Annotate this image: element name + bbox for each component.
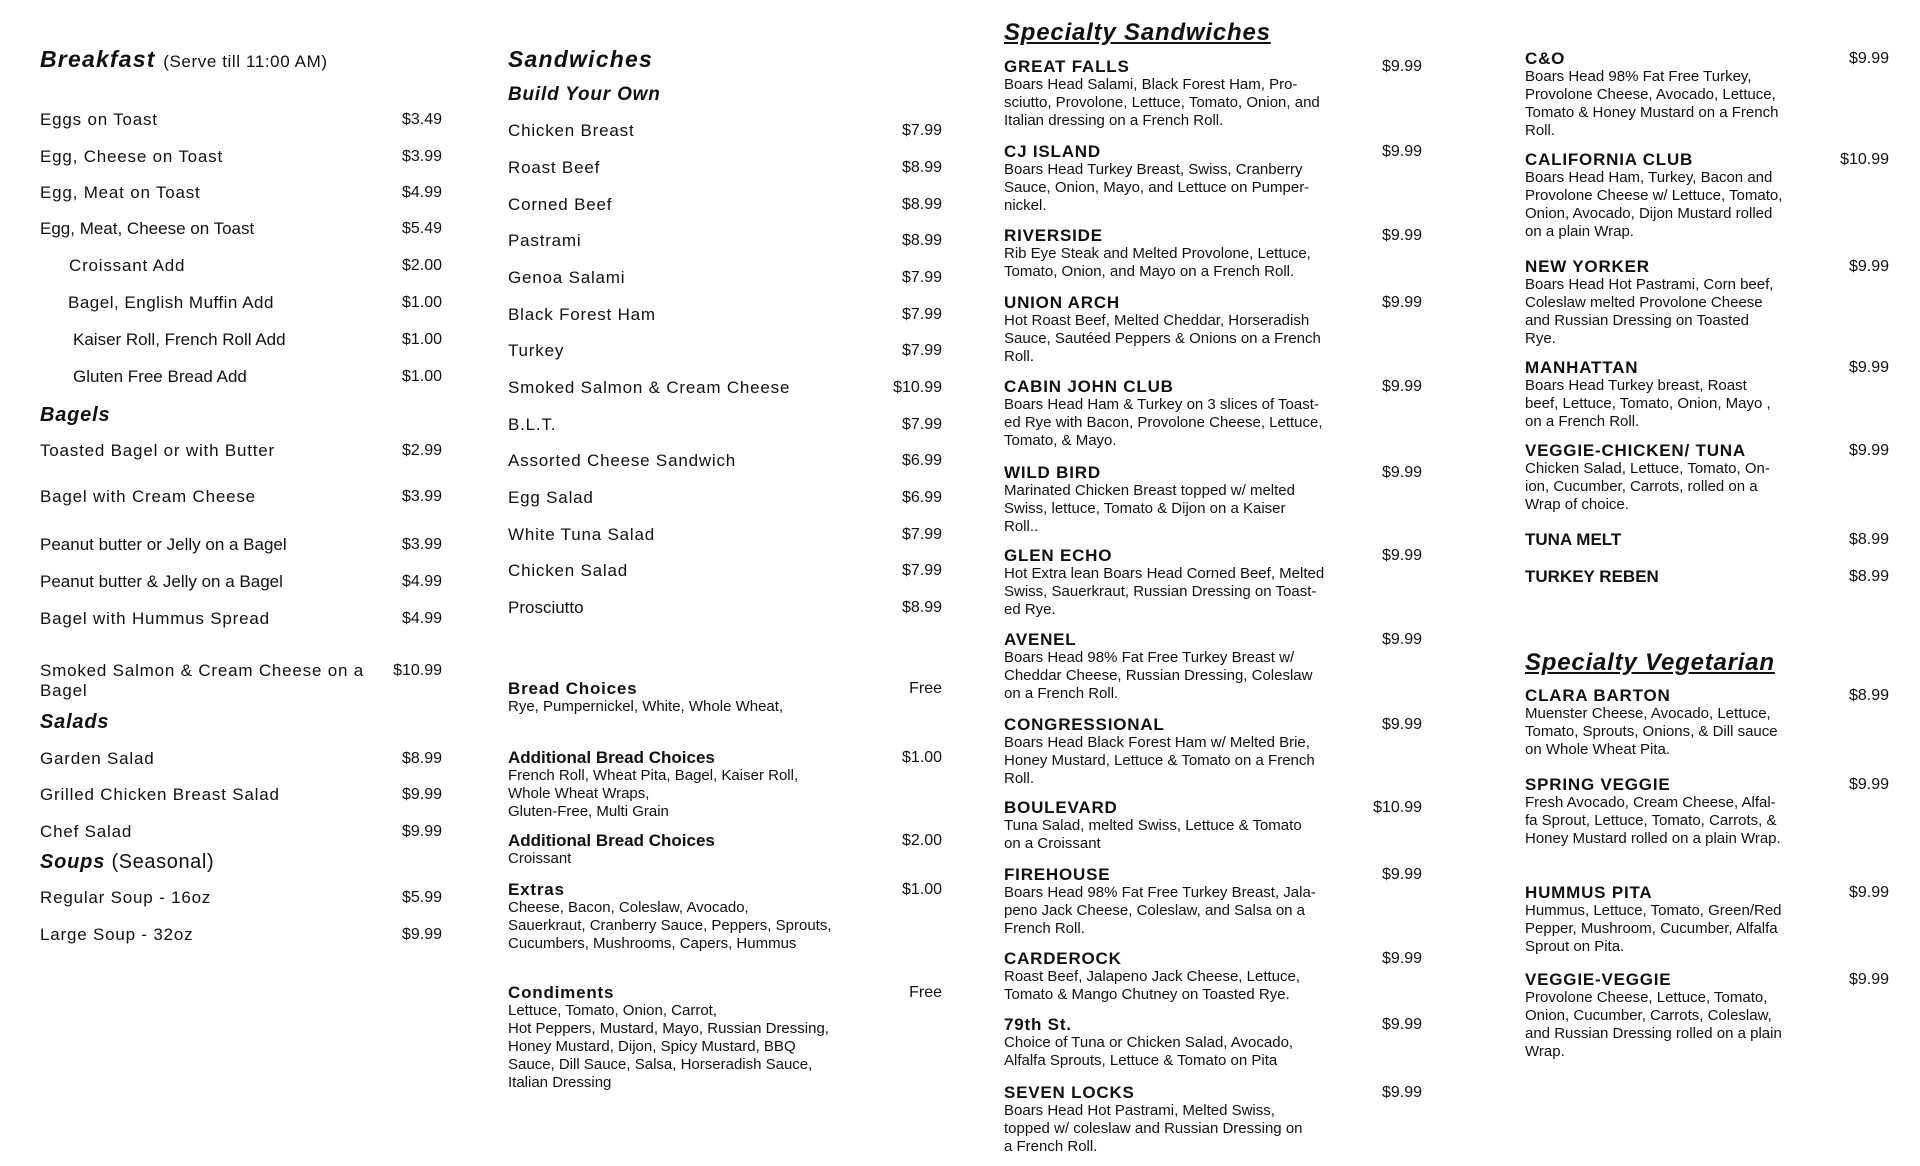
item-price: $8.99 bbox=[901, 232, 942, 249]
option-title: Additional Bread Choices bbox=[508, 748, 715, 767]
menu-item: Gluten Free Bread Add $1.00 bbox=[73, 367, 442, 386]
item-title: VEGGIE-VEGGIE bbox=[1525, 970, 1672, 989]
item-title: CALIFORNIA CLUB bbox=[1525, 150, 1694, 169]
specialty-item bbox=[1004, 865, 1422, 938]
item-description: Roast Beef, Jalapeno Jack Cheese, Lettuce, Tomato & Mango Chutney on Toasted Rye. bbox=[1004, 968, 1301, 1003]
item-title: MANHATTAN bbox=[1525, 358, 1639, 377]
item-description: Boars Head Hot Pastrami, Corn beef, Coleslaw melted Provolone Cheese and Russian Dressing on Toasted Rye. bbox=[1525, 276, 1774, 347]
item-price: $6.99 bbox=[901, 452, 942, 469]
item-description: Muenster Cheese, Avocado, Lettuce, Tomato, Sprouts, Onions, & Dill sauce on Whole Wheat Pita. bbox=[1525, 705, 1778, 758]
option-description: Cheese, Bacon, Coleslaw, Avocado, Sauerkraut, Cranberry Sauce, Peppers, Sprouts, Cucumbers, Mushrooms, Capers, Hummus bbox=[508, 899, 832, 952]
item-title: UNION ARCH bbox=[1004, 293, 1120, 312]
item-price: $9.99 bbox=[1381, 464, 1422, 481]
item-price: $8.99 bbox=[1848, 687, 1889, 704]
item-price: $7.99 bbox=[901, 306, 942, 323]
menu-item: Croissant Add $2.00 bbox=[69, 256, 442, 275]
item-price: $9.99 bbox=[1848, 884, 1889, 901]
menu-item: Black Forest Ham $7.99 bbox=[508, 305, 942, 324]
item-price: $9.99 bbox=[1381, 378, 1422, 395]
menu-item: Chicken Breast $7.99 bbox=[508, 121, 942, 140]
item-title: RIVERSIDE bbox=[1004, 226, 1103, 245]
item-price: $9.99 bbox=[1848, 971, 1889, 988]
menu-item: Chef Salad $9.99 bbox=[40, 822, 442, 841]
item-description: Tuna Salad, melted Swiss, Lettuce & Tomato on a Croissant bbox=[1004, 817, 1302, 852]
item-price: $10.99 bbox=[893, 379, 942, 396]
item-price: $6.99 bbox=[901, 489, 942, 506]
item-price: $8.99 bbox=[901, 159, 942, 176]
item-title: BOULEVARD bbox=[1004, 798, 1118, 817]
item-price: $9.99 bbox=[1381, 631, 1422, 648]
bread-choices-block bbox=[508, 679, 942, 716]
item-price: $9.99 bbox=[1848, 442, 1889, 459]
item-price: $1.00 bbox=[401, 331, 442, 348]
item-price: $9.99 bbox=[401, 786, 442, 803]
item-price: $9.99 bbox=[401, 926, 442, 943]
soups-title: Soups bbox=[40, 851, 106, 873]
item-title: C&O bbox=[1525, 49, 1566, 68]
menu-item: Peanut butter or Jelly on a Bagel $3.99 bbox=[40, 535, 442, 554]
option-price: $2.00 bbox=[901, 832, 942, 849]
item-title: TUNA MELT bbox=[1525, 530, 1622, 549]
specialty-item bbox=[1525, 530, 1889, 549]
breakfast-note: (Serve till 11:00 AM) bbox=[163, 52, 328, 71]
item-description: Choice of Tuna or Chicken Salad, Avocado, Alfalfa Sprouts, Lettuce & Tomato on Pita bbox=[1004, 1034, 1294, 1069]
item-price: $10.99 bbox=[1373, 799, 1422, 816]
specialty-item bbox=[1004, 798, 1422, 853]
menu-item: Regular Soup - 16oz $5.99 bbox=[40, 888, 442, 907]
option-description: Croissant bbox=[508, 850, 572, 867]
option-description: Rye, Pumpernickel, White, Whole Wheat, bbox=[508, 698, 784, 715]
menu-item: Genoa Salami $7.99 bbox=[508, 268, 942, 287]
option-title: Extras bbox=[508, 880, 565, 899]
specialty-item bbox=[1525, 150, 1889, 241]
item-title: NEW YORKER bbox=[1525, 257, 1650, 276]
item-price: $8.99 bbox=[1848, 568, 1889, 585]
item-description: Boars Head Turkey breast, Roast beef, Lettuce, Tomato, Onion, Mayo , on a French Roll. bbox=[1525, 377, 1771, 430]
salads-heading: Salads bbox=[40, 711, 110, 733]
menu-item: Smoked Salmon & Cream Cheese on a Bagel $10.99 bbox=[40, 661, 442, 700]
item-price: $9.99 bbox=[1381, 58, 1422, 75]
menu-item: Egg Salad $6.99 bbox=[508, 488, 942, 507]
item-description: Hummus, Lettuce, Tomato, Green/Red Pepper, Mushroom, Cucumber, Alfalfa Sprout on Pita. bbox=[1525, 902, 1782, 955]
item-price: $8.99 bbox=[901, 599, 942, 616]
item-description: Hot Extra lean Boars Head Corned Beef, Melted Swiss, Sauerkraut, Russian Dressing on Toast- ed Rye. bbox=[1004, 565, 1325, 618]
item-price: $9.99 bbox=[1381, 294, 1422, 311]
item-price: $9.99 bbox=[1381, 227, 1422, 244]
menu-item: Egg, Meat on Toast $4.99 bbox=[40, 183, 442, 202]
specialty-item bbox=[1004, 463, 1422, 536]
item-price: $9.99 bbox=[1848, 50, 1889, 67]
extras-block bbox=[508, 880, 942, 953]
menu-item: Turkey $7.99 bbox=[508, 341, 942, 360]
item-price: $1.00 bbox=[401, 294, 442, 311]
item-description: Boars Head 98% Fat Free Turkey, Provolone Cheese, Avocado, Lettuce, Tomato & Honey Mustard on a French Roll. bbox=[1525, 68, 1779, 139]
item-price: $10.99 bbox=[1840, 151, 1889, 168]
vegetarian-item bbox=[1525, 775, 1889, 848]
menu-item: Large Soup - 32oz $9.99 bbox=[40, 925, 442, 944]
item-title: CARDEROCK bbox=[1004, 949, 1122, 968]
sandwiches-heading: Sandwiches bbox=[508, 46, 653, 72]
item-price: $2.00 bbox=[401, 257, 442, 274]
item-description: Hot Roast Beef, Melted Cheddar, Horseradish Sauce, Sautéed Peppers & Onions on a French Roll. bbox=[1004, 312, 1321, 365]
item-description: Boars Head Ham, Turkey, Bacon and Provolone Cheese w/ Lettuce, Tomato, Onion, Avocado, Dijon Mustard rolled on a plain Wrap. bbox=[1525, 169, 1783, 240]
menu-item: Peanut butter & Jelly on a Bagel $4.99 bbox=[40, 572, 442, 591]
menu-item: Bagel with Hummus Spread $4.99 bbox=[40, 609, 442, 628]
menu-item: Garden Salad $8.99 bbox=[40, 749, 442, 768]
specialty-item bbox=[1004, 142, 1422, 215]
item-title: CONGRESSIONAL bbox=[1004, 715, 1165, 734]
menu-item: Prosciutto $8.99 bbox=[508, 598, 942, 617]
item-price: $5.99 bbox=[401, 889, 442, 906]
column-more-sandwiches-vegetarian bbox=[1525, 0, 1889, 1166]
soups-note: (Seasonal) bbox=[111, 851, 215, 873]
breakfast-title: Breakfast bbox=[40, 46, 156, 72]
item-price: $9.99 bbox=[1848, 258, 1889, 275]
specialty-item bbox=[1004, 1015, 1422, 1070]
specialty-item bbox=[1004, 293, 1422, 366]
item-description: Boars Head Black Forest Ham w/ Melted Brie, Honey Mustard, Lettuce & Tomato on a French Roll. bbox=[1004, 734, 1315, 787]
vegetarian-item bbox=[1525, 883, 1889, 956]
option-price: $1.00 bbox=[901, 881, 942, 898]
item-description: Rib Eye Steak and Melted Provolone, Lettuce, Tomato, Onion, and Mayo on a French Roll. bbox=[1004, 245, 1311, 280]
item-title: CJ ISLAND bbox=[1004, 142, 1101, 161]
additional-bread-block bbox=[508, 748, 942, 821]
option-title: Additional Bread Choices bbox=[508, 831, 715, 850]
column-breakfast-bagels-salads-soups bbox=[40, 0, 442, 1166]
menu-item: Pastrami $8.99 bbox=[508, 231, 942, 250]
menu-item: Assorted Cheese Sandwich $6.99 bbox=[508, 451, 942, 470]
item-price: $5.49 bbox=[401, 220, 442, 237]
column-sandwiches bbox=[508, 0, 942, 1166]
breakfast-heading bbox=[40, 46, 442, 73]
menu-item: Egg, Meat, Cheese on Toast $5.49 bbox=[40, 219, 442, 238]
specialty-item bbox=[1004, 226, 1422, 281]
menu-item: Kaiser Roll, French Roll Add $1.00 bbox=[73, 330, 442, 349]
option-title: Condiments bbox=[508, 983, 615, 1002]
item-price: $7.99 bbox=[901, 342, 942, 359]
option-title: Bread Choices bbox=[508, 679, 638, 698]
item-price: $9.99 bbox=[1381, 950, 1422, 967]
specialty-sandwiches-heading: Specialty Sandwiches bbox=[1004, 19, 1271, 46]
option-description: French Roll, Wheat Pita, Bagel, Kaiser Roll, Whole Wheat Wraps, Gluten-Free, Multi Grain bbox=[508, 767, 799, 820]
item-price: $9.99 bbox=[1381, 1016, 1422, 1033]
specialty-item bbox=[1004, 1083, 1422, 1156]
specialty-item bbox=[1004, 546, 1422, 619]
build-your-own-heading: Build Your Own bbox=[508, 84, 661, 105]
item-price: $9.99 bbox=[1381, 547, 1422, 564]
item-title: GLEN ECHO bbox=[1004, 546, 1113, 565]
soups-heading bbox=[40, 851, 442, 874]
item-price: $7.99 bbox=[901, 562, 942, 579]
menu-item: Eggs on Toast $3.49 bbox=[40, 110, 442, 129]
item-price: $7.99 bbox=[901, 416, 942, 433]
specialty-item bbox=[1004, 715, 1422, 788]
specialty-item bbox=[1004, 57, 1422, 130]
option-price: Free bbox=[909, 984, 942, 1001]
item-price: $1.00 bbox=[401, 368, 442, 385]
item-title: HUMMUS PITA bbox=[1525, 883, 1653, 902]
menu-item: Toasted Bagel or with Butter $2.99 bbox=[40, 441, 442, 460]
item-price: $3.99 bbox=[401, 488, 442, 505]
item-description: Boars Head 98% Fat Free Turkey Breast w/ Cheddar Cheese, Russian Dressing, Coleslaw on a French Roll. bbox=[1004, 649, 1313, 702]
menu-item: B.L.T. $7.99 bbox=[508, 415, 942, 434]
additional-bread-croissant-block bbox=[508, 831, 942, 868]
item-title: WILD BIRD bbox=[1004, 463, 1101, 482]
item-price: $9.99 bbox=[1848, 776, 1889, 793]
item-price: $3.49 bbox=[401, 111, 442, 128]
item-price: $7.99 bbox=[901, 269, 942, 286]
option-price: Free bbox=[909, 680, 942, 697]
item-price: $9.99 bbox=[1848, 359, 1889, 376]
specialty-vegetarian-heading: Specialty Vegetarian bbox=[1525, 649, 1775, 676]
item-description: Fresh Avocado, Cream Cheese, Alfal- fa Sprout, Lettuce, Tomato, Carrots, & Honey Mustard rolled on a plain Wrap. bbox=[1525, 794, 1781, 847]
item-title: SEVEN LOCKS bbox=[1004, 1083, 1135, 1102]
item-description: Chicken Salad, Lettuce, Tomato, On- ion, Cucumber, Carrots, rolled on a Wrap of choice. bbox=[1525, 460, 1770, 513]
item-title: VEGGIE-CHICKEN/ TUNA bbox=[1525, 441, 1746, 460]
item-description: Boars Head Ham & Turkey on 3 slices of Toast- ed Rye with Bacon, Provolone Cheese, Lettuce, Tomato, & Mayo. bbox=[1004, 396, 1323, 449]
condiments-block bbox=[508, 983, 942, 1092]
menu-item: Grilled Chicken Breast Salad $9.99 bbox=[40, 785, 442, 804]
item-price: $7.99 bbox=[901, 122, 942, 139]
item-price: $10.99 bbox=[393, 662, 442, 679]
menu-item: Smoked Salmon & Cream Cheese $10.99 bbox=[508, 378, 942, 397]
specialty-item bbox=[1004, 949, 1422, 1004]
menu-item: Bagel with Cream Cheese $3.99 bbox=[40, 487, 442, 506]
item-title: GREAT FALLS bbox=[1004, 57, 1130, 76]
option-description: Lettuce, Tomato, Onion, Carrot, Hot Peppers, Mustard, Mayo, Russian Dressing, Honey Mustard, Dijon, Spicy Mustard, BBQ Sauce, Dill Sauce, Salsa, Horseradish Sauce, Italian Dressing bbox=[508, 1002, 829, 1091]
menu-item: Egg, Cheese on Toast $3.99 bbox=[40, 147, 442, 166]
specialty-item bbox=[1004, 630, 1422, 703]
menu-item: Bagel, English Muffin Add $1.00 bbox=[68, 293, 442, 312]
specialty-item bbox=[1525, 567, 1889, 586]
item-price: $4.99 bbox=[401, 610, 442, 627]
option-price: $1.00 bbox=[901, 749, 942, 766]
item-price: $2.99 bbox=[401, 442, 442, 459]
item-price: $4.99 bbox=[401, 184, 442, 201]
item-price: $8.99 bbox=[401, 750, 442, 767]
item-title: AVENEL bbox=[1004, 630, 1077, 649]
item-price: $8.99 bbox=[1848, 531, 1889, 548]
column-specialty-sandwiches bbox=[1004, 0, 1422, 1166]
item-price: $9.99 bbox=[401, 823, 442, 840]
item-title: 79th St. bbox=[1004, 1015, 1072, 1034]
item-description: Provolone Cheese, Lettuce, Tomato, Onion, Cucumber, Carrots, Coleslaw, and Russian Dressing rolled on a plain Wrap. bbox=[1525, 989, 1782, 1060]
item-title: CLARA BARTON bbox=[1525, 686, 1671, 705]
item-description: Boars Head Hot Pastrami, Melted Swiss, topped w/ coleslaw and Russian Dressing on a French Roll. bbox=[1004, 1102, 1303, 1155]
item-price: $9.99 bbox=[1381, 866, 1422, 883]
item-price: $7.99 bbox=[901, 526, 942, 543]
specialty-item bbox=[1525, 358, 1889, 431]
item-price: $3.99 bbox=[401, 148, 442, 165]
specialty-item bbox=[1525, 257, 1889, 348]
vegetarian-item bbox=[1525, 970, 1889, 1061]
specialty-item bbox=[1525, 49, 1889, 140]
menu-item: Chicken Salad $7.99 bbox=[508, 561, 942, 580]
item-price: $9.99 bbox=[1381, 143, 1422, 160]
item-price: $4.99 bbox=[401, 573, 442, 590]
item-description: Boars Head Turkey Breast, Swiss, Cranberry Sauce, Onion, Mayo, and Lettuce on Pumper- nickel. bbox=[1004, 161, 1310, 214]
item-price: $9.99 bbox=[1381, 1084, 1422, 1101]
vegetarian-item bbox=[1525, 686, 1889, 759]
item-description: Boars Head 98% Fat Free Turkey Breast, Jala- peno Jack Cheese, Coleslaw, and Salsa on a French Roll. bbox=[1004, 884, 1316, 937]
specialty-item bbox=[1525, 441, 1889, 514]
item-price: $8.99 bbox=[901, 196, 942, 213]
item-description: Boars Head Salami, Black Forest Ham, Pro- sciutto, Provolone, Lettuce, Tomato, Onion, and Italian dressing on a French Roll. bbox=[1004, 76, 1320, 129]
specialty-item bbox=[1004, 377, 1422, 450]
item-price: $9.99 bbox=[1381, 716, 1422, 733]
item-title: CABIN JOHN CLUB bbox=[1004, 377, 1174, 396]
menu-item: Roast Beef $8.99 bbox=[508, 158, 942, 177]
menu-item: Corned Beef $8.99 bbox=[508, 195, 942, 214]
item-price: $3.99 bbox=[401, 536, 442, 553]
item-title: TURKEY REBEN bbox=[1525, 567, 1659, 586]
bagels-heading: Bagels bbox=[40, 404, 111, 426]
item-title: SPRING VEGGIE bbox=[1525, 775, 1671, 794]
item-description: Marinated Chicken Breast topped w/ melted Swiss, lettuce, Tomato & Dijon on a Kaiser Roll.. bbox=[1004, 482, 1295, 535]
menu-item: White Tuna Salad $7.99 bbox=[508, 525, 942, 544]
item-title: FIREHOUSE bbox=[1004, 865, 1111, 884]
